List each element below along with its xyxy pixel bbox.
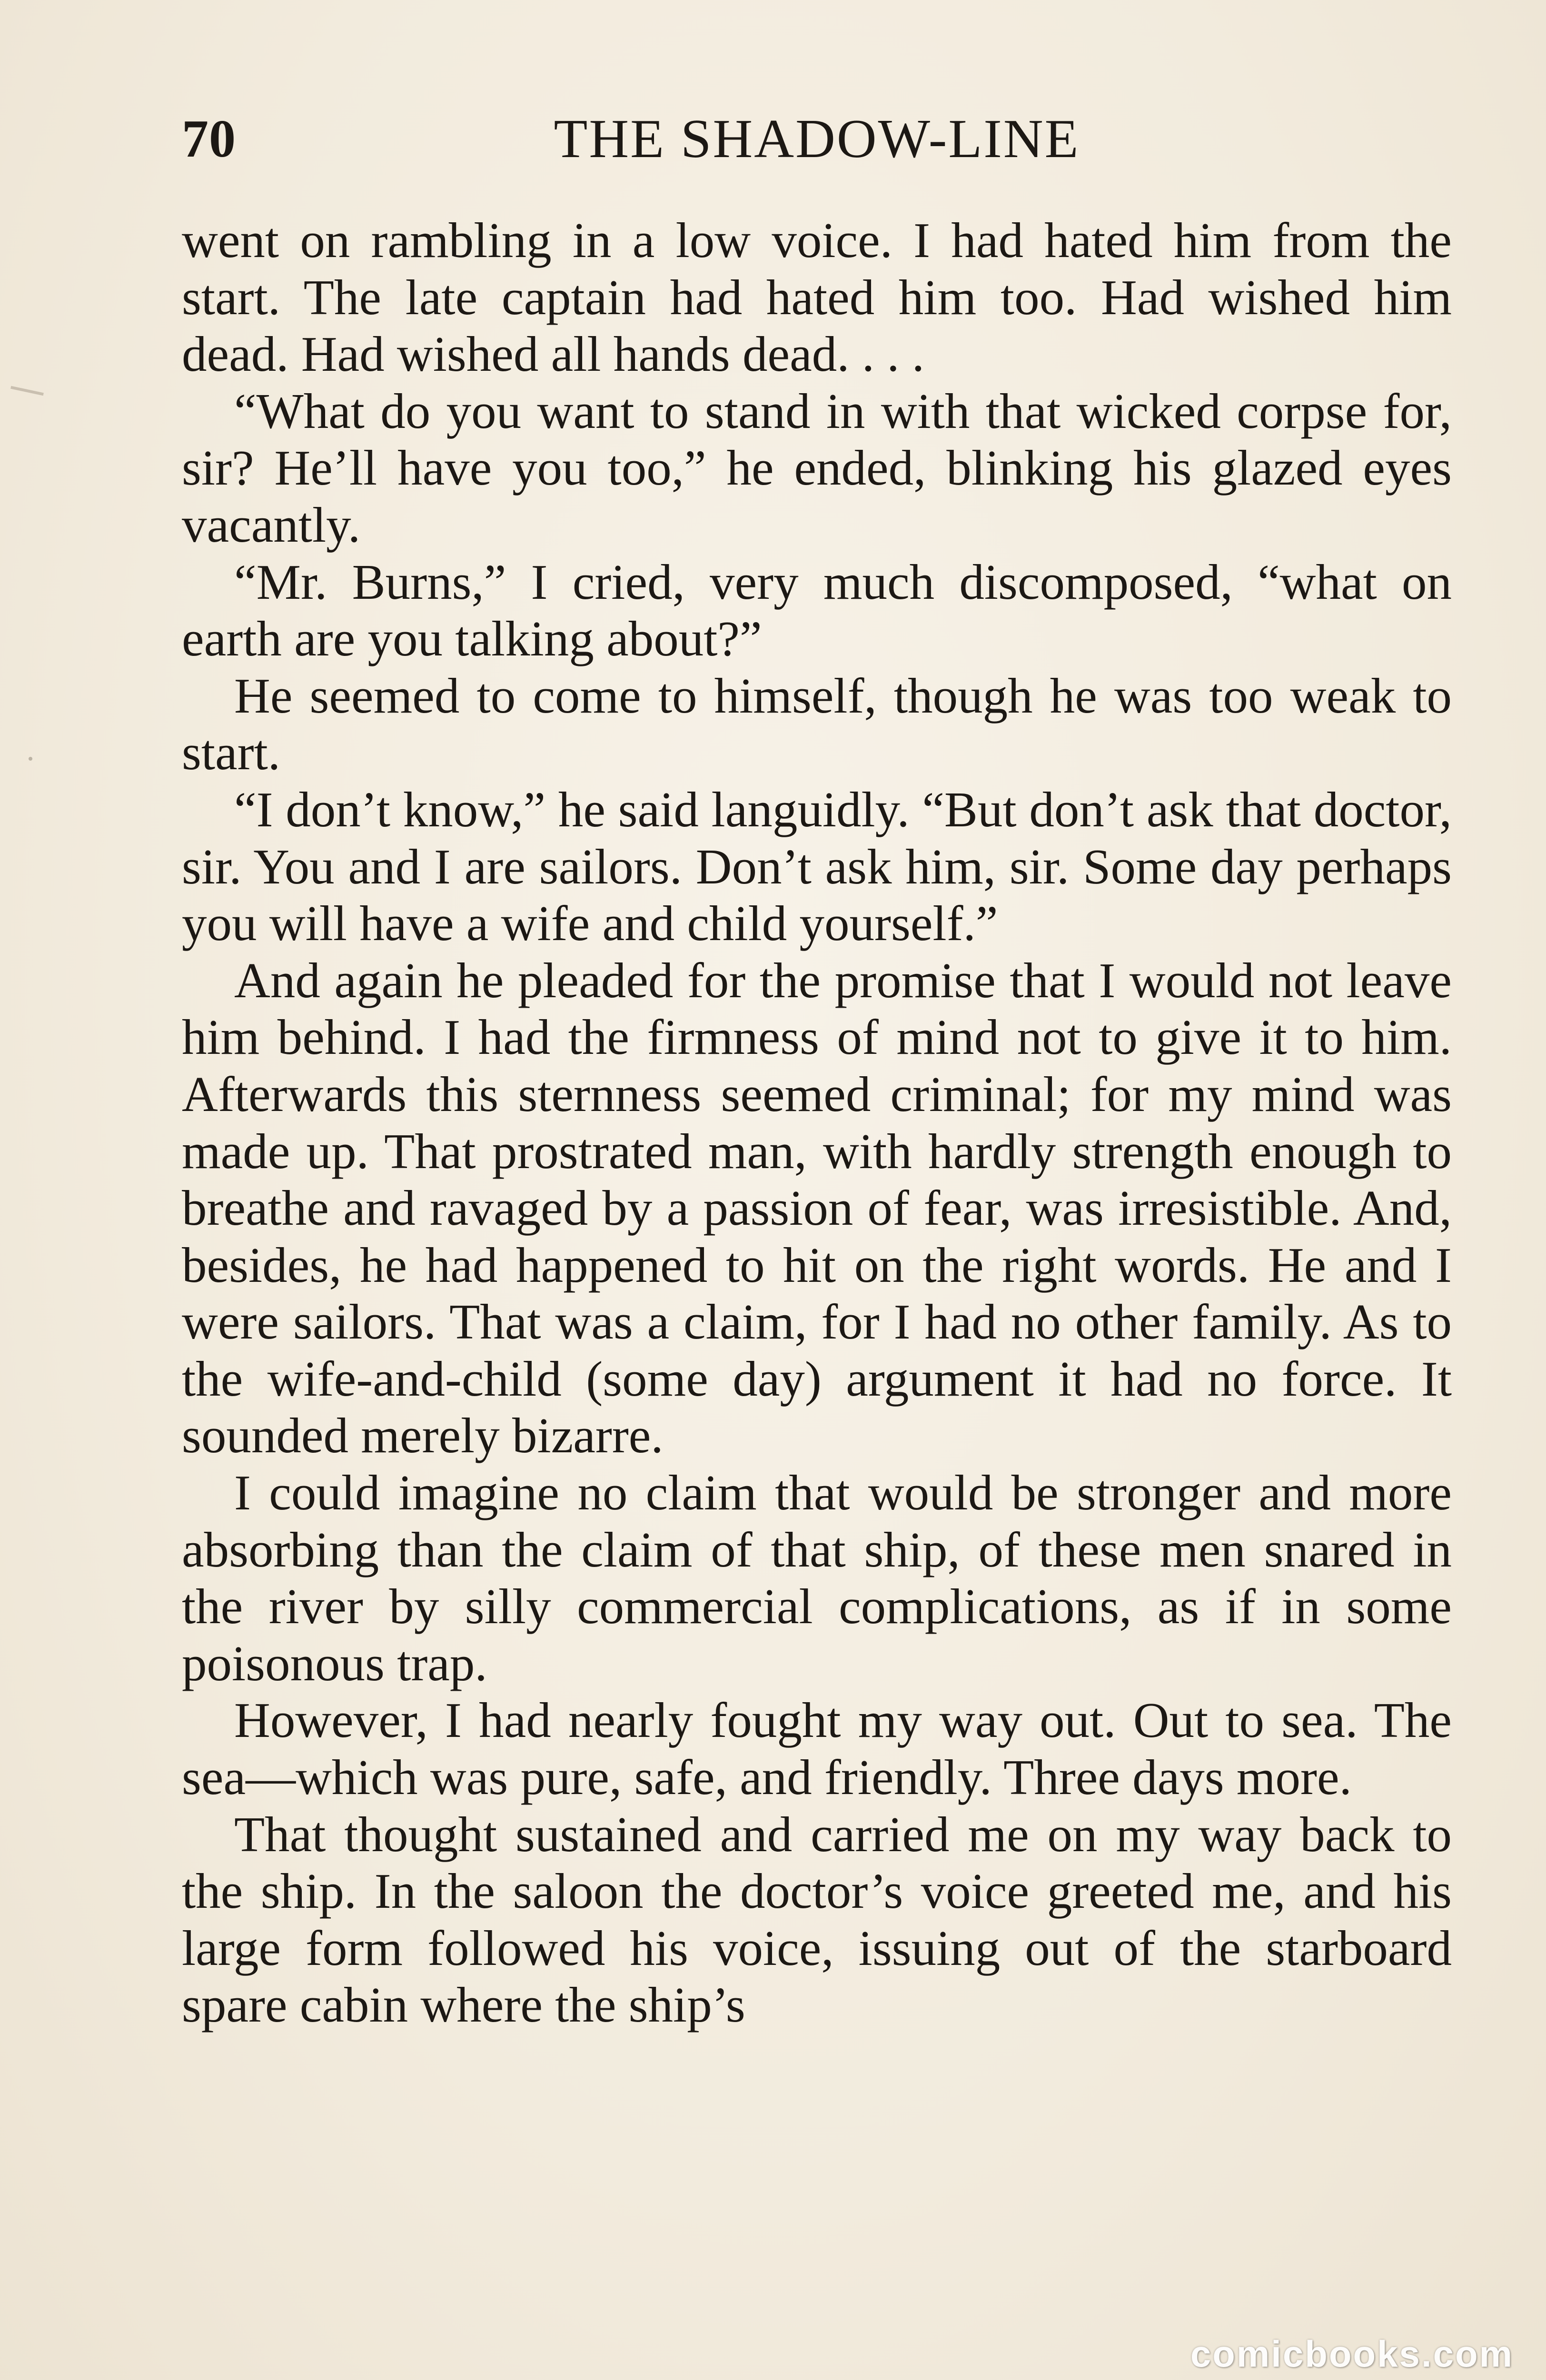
paragraph: I could imagine no claim that would be stronger and more absorbing than the claim of that ship, of these men snared in the river by silly commercial complications, as if in some poisonous trap. xyxy=(182,1465,1452,1691)
running-title: THE SHADOW-LINE xyxy=(554,109,1080,169)
page-speck xyxy=(29,757,32,761)
paragraph: went on rambling in a low voice. I had hated him from the start. The late captain had hated him too. Had wished him dead. Had wished all hands dead. . . . xyxy=(182,212,1452,382)
paragraph: “Mr. Burns,” I cried, very much discomposed, “what on earth are you talking about?” xyxy=(182,554,1452,667)
page-header xyxy=(182,106,1452,172)
paragraph: That thought sustained and carried me on my way back to the ship. In the saloon the doctor’s voice greeted me, and his large form followed his voice, issuing out of the starboard spare cabin where the ship’s xyxy=(182,1806,1452,2033)
paragraph: “I don’t know,” he said languidly. “But don’t ask that doctor, sir. You and I are sailors. Don’t ask him, sir. Some day perhaps you will have a wife and child yourself.” xyxy=(182,781,1452,952)
paragraph: However, I had nearly fought my way out. Out to sea. The sea—which was pure, safe, and friendly. Three days more. xyxy=(182,1692,1452,1805)
page-number: 70 xyxy=(182,109,236,169)
paragraph: “What do you want to stand in with that wicked corpse for, sir? He’ll have you too,” he ended, blinking his glazed eyes vacantly. xyxy=(182,383,1452,553)
page-mark xyxy=(10,386,44,396)
paragraph: And again he pleaded for the promise that I would not leave him behind. I had the firmness of mind not to give it to him. Afterwards this sternness seemed criminal; for my mind was made up. That prostrated man, with hardly strength enough to breathe and ravaged by a passion of fear, was irresistible. And, besides, he had happened to hit on the right words. He and I were sailors. That was a claim, for I had no other family. As to the wife-and-child (some day) argument it had no force. It sounded merely bizarre. xyxy=(182,952,1452,1464)
paragraph: He seemed to come to himself, though he was too weak to start. xyxy=(182,667,1452,781)
body-text xyxy=(182,212,1452,2033)
watermark-logo: comicbooks.com xyxy=(1190,2333,1514,2375)
